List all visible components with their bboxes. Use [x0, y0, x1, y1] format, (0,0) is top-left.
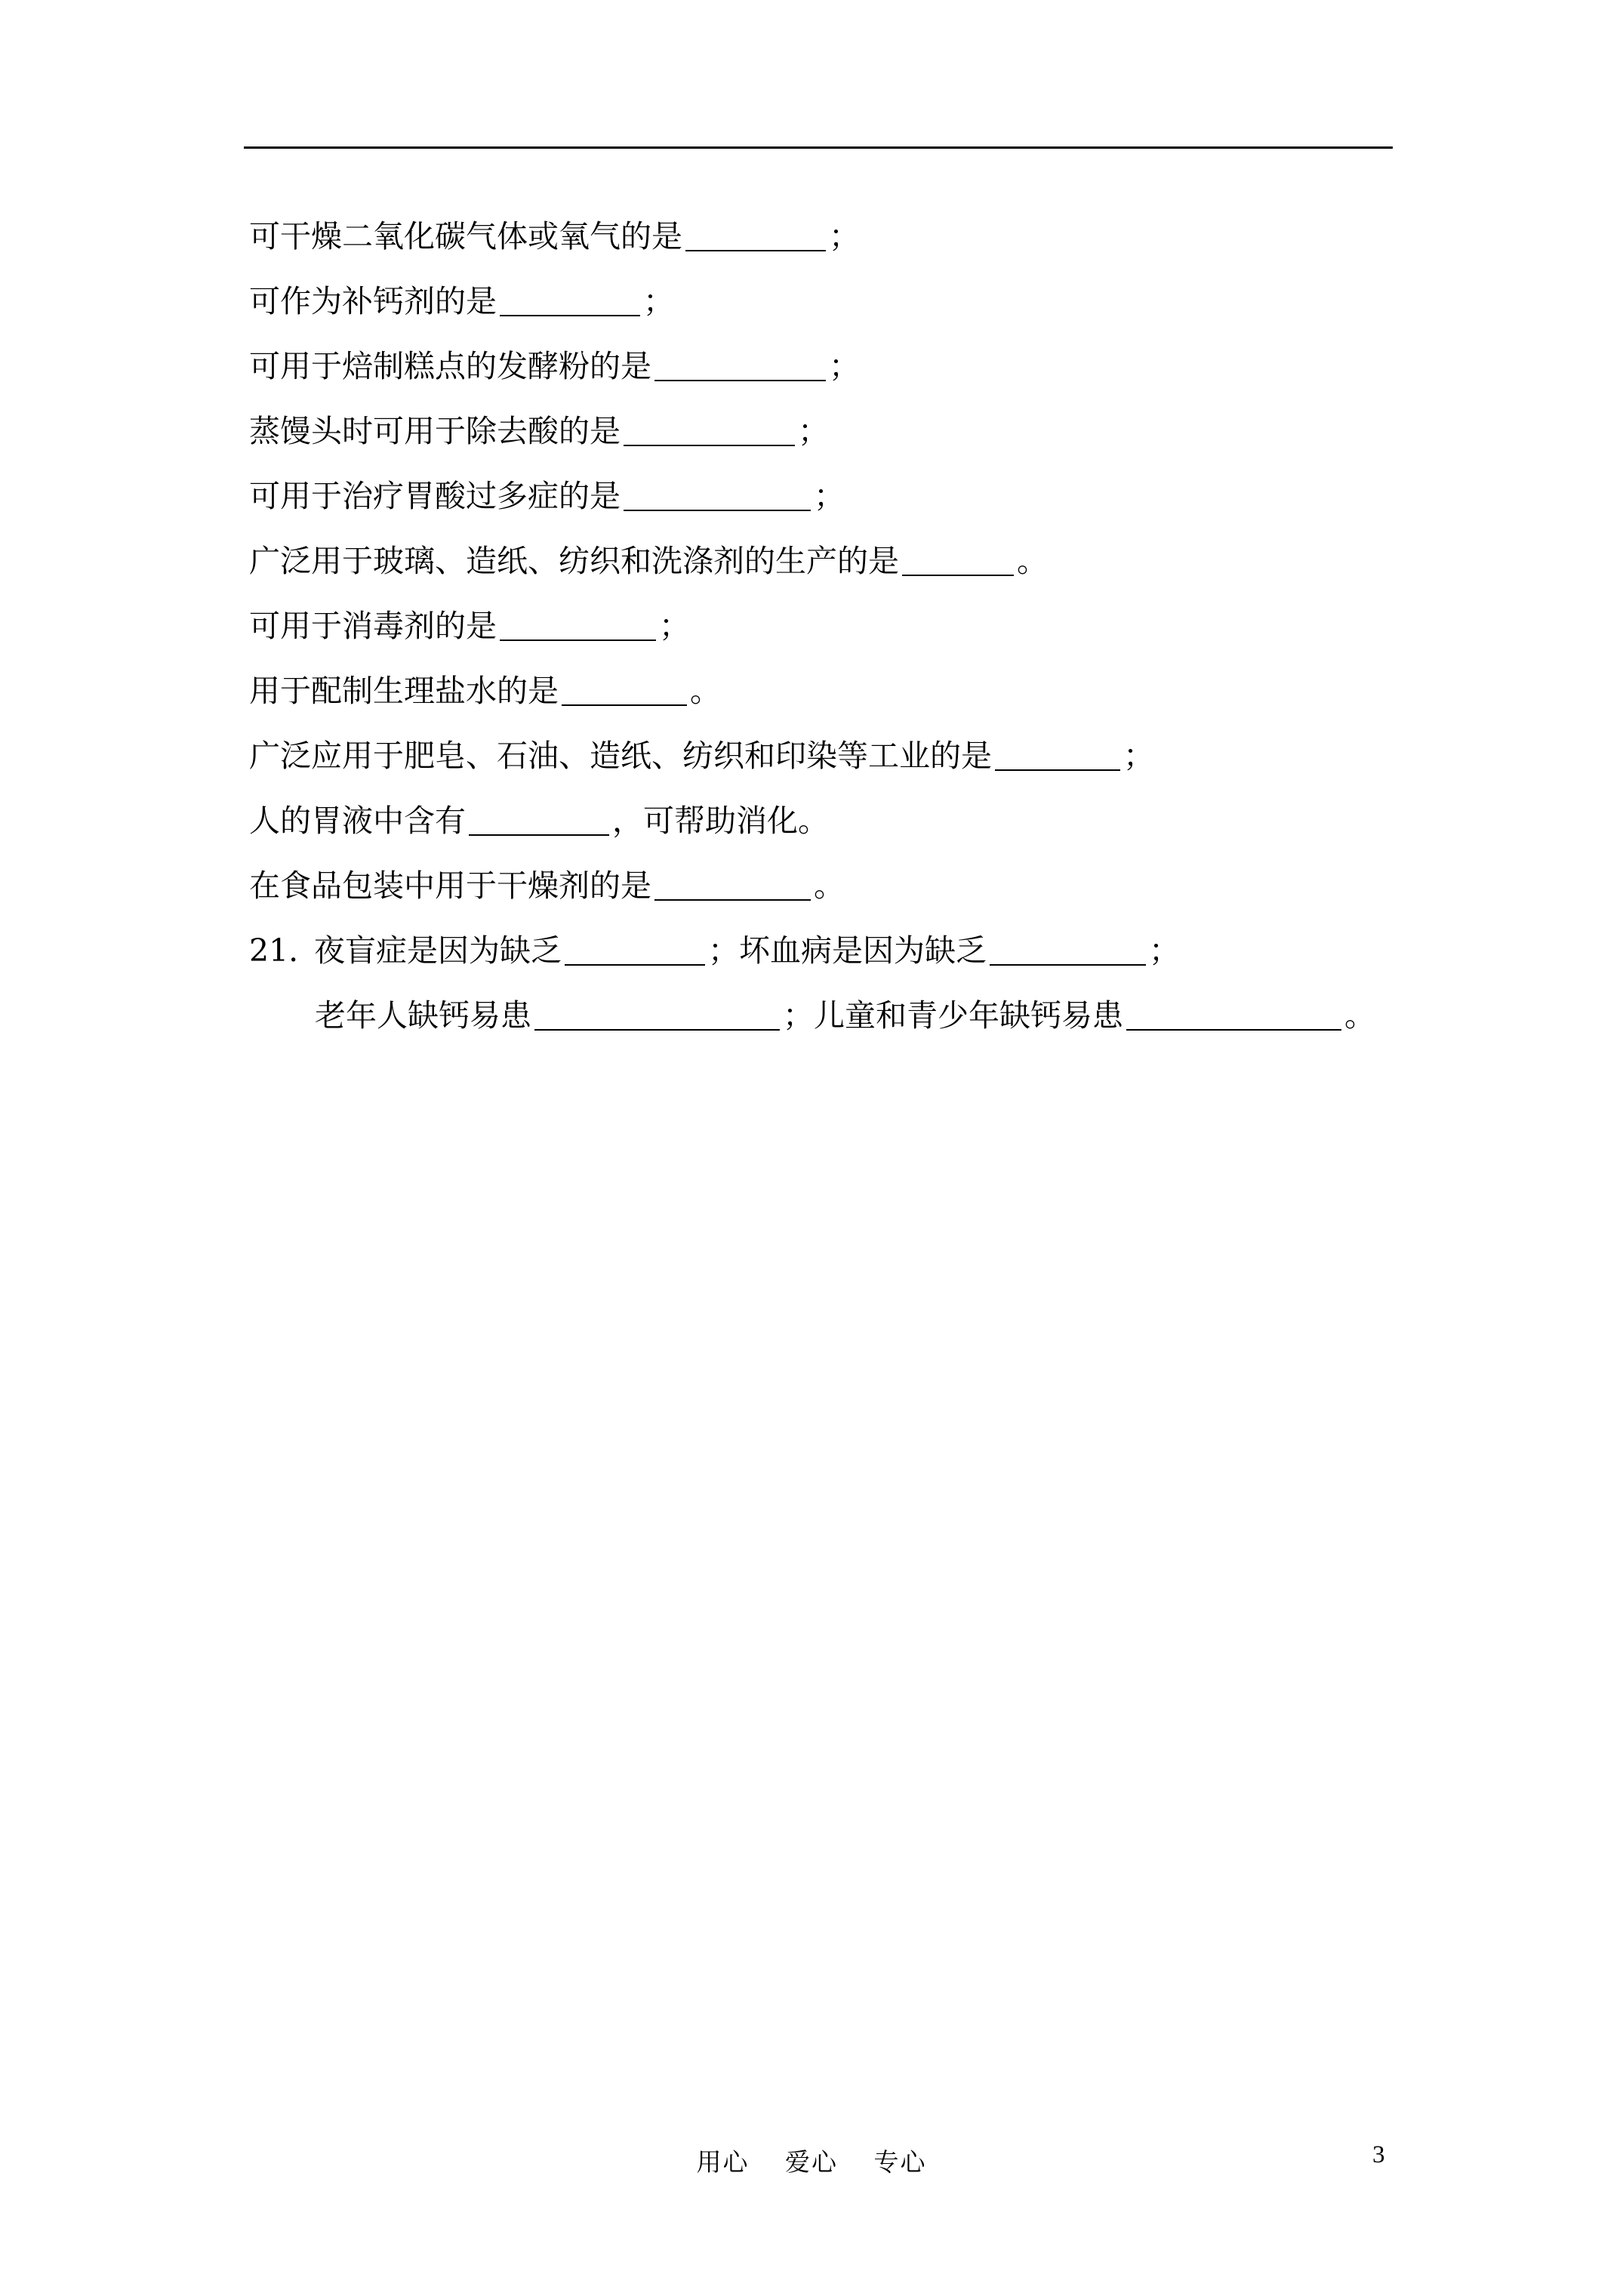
fill-in-line — [249, 788, 1427, 853]
answer-blank[interactable] — [624, 475, 811, 511]
line-punct: ； — [643, 283, 674, 319]
answer-blank[interactable] — [654, 345, 826, 381]
line-punct: 。 — [814, 868, 845, 904]
fill-in-line — [249, 269, 1427, 334]
line-text: ；儿童和青少年缺钙易患 — [783, 997, 1123, 1034]
fill-in-line — [249, 593, 1427, 658]
answer-blank[interactable] — [500, 605, 656, 641]
answer-blank[interactable] — [565, 929, 705, 966]
answer-blank[interactable] — [990, 929, 1146, 966]
worksheet-content — [249, 204, 1427, 1048]
line-text: 在食品包装中用于干燥剂的是 — [249, 868, 651, 904]
line-punct: 。 — [690, 673, 721, 709]
line-punct: ； — [814, 478, 845, 514]
line-text: 可用于治疗胃酸过多症的是 — [249, 478, 621, 514]
answer-blank[interactable] — [624, 410, 795, 446]
line-punct: 。 — [1017, 543, 1048, 579]
page-number: 3 — [1372, 2141, 1385, 2168]
line-punct: 。 — [1344, 997, 1375, 1034]
fill-in-line — [249, 723, 1427, 788]
answer-blank[interactable] — [685, 215, 826, 251]
line-text: 广泛用于玻璃、造纸、纺织和洗涤剂的生产的是 — [249, 543, 899, 579]
fill-in-line — [249, 658, 1427, 723]
answer-blank[interactable] — [500, 280, 640, 316]
line-punct: ； — [798, 413, 829, 449]
fill-in-line — [249, 464, 1427, 529]
line-punct: ； — [1149, 932, 1180, 969]
line-punct: ； — [829, 348, 860, 384]
line-punct: ； — [1123, 738, 1154, 774]
line-text: ；坏血病是因为缺乏 — [708, 932, 987, 969]
question-21-line-2 — [249, 983, 1427, 1048]
line-text: 可作为补钙剂的是 — [249, 283, 497, 319]
footer-motto: 用心 爱心 专心 — [696, 2147, 927, 2177]
line-punct: ； — [829, 218, 860, 254]
answer-blank[interactable] — [562, 670, 687, 706]
line-text: 夜盲症是因为缺乏 — [314, 932, 562, 969]
line-text: 人的胃液中含有 — [249, 803, 466, 839]
answer-blank[interactable] — [902, 540, 1014, 576]
fill-in-line — [249, 529, 1427, 593]
answer-blank[interactable] — [654, 864, 811, 901]
header-rule — [244, 146, 1393, 149]
fill-in-line — [249, 853, 1427, 918]
answer-blank[interactable] — [534, 994, 780, 1031]
line-text: 可干燥二氧化碳气体或氧气的是 — [249, 218, 682, 254]
line-text: 可用于消毒剂的是 — [249, 608, 497, 644]
fill-in-line — [249, 204, 1427, 269]
question-number: 21. — [249, 932, 299, 969]
line-punct: ； — [659, 608, 690, 644]
line-text: 蒸馒头时可用于除去酸的是 — [249, 413, 621, 449]
line-text: 广泛应用于肥皂、石油、造纸、纺织和印染等工业的是 — [249, 738, 992, 774]
line-text: 可用于焙制糕点的发酵粉的是 — [249, 348, 651, 384]
fill-in-line — [249, 334, 1427, 399]
line-punct: ，可帮助消化。 — [612, 803, 829, 839]
line-text: 用于配制生理盐水的是 — [249, 673, 559, 709]
answer-blank[interactable] — [995, 735, 1120, 771]
answer-blank[interactable] — [1126, 994, 1341, 1031]
answer-blank[interactable] — [469, 800, 609, 836]
line-text: 老年人缺钙易患 — [315, 997, 531, 1034]
question-21-line-1 — [249, 918, 1427, 983]
fill-in-line — [249, 399, 1427, 464]
